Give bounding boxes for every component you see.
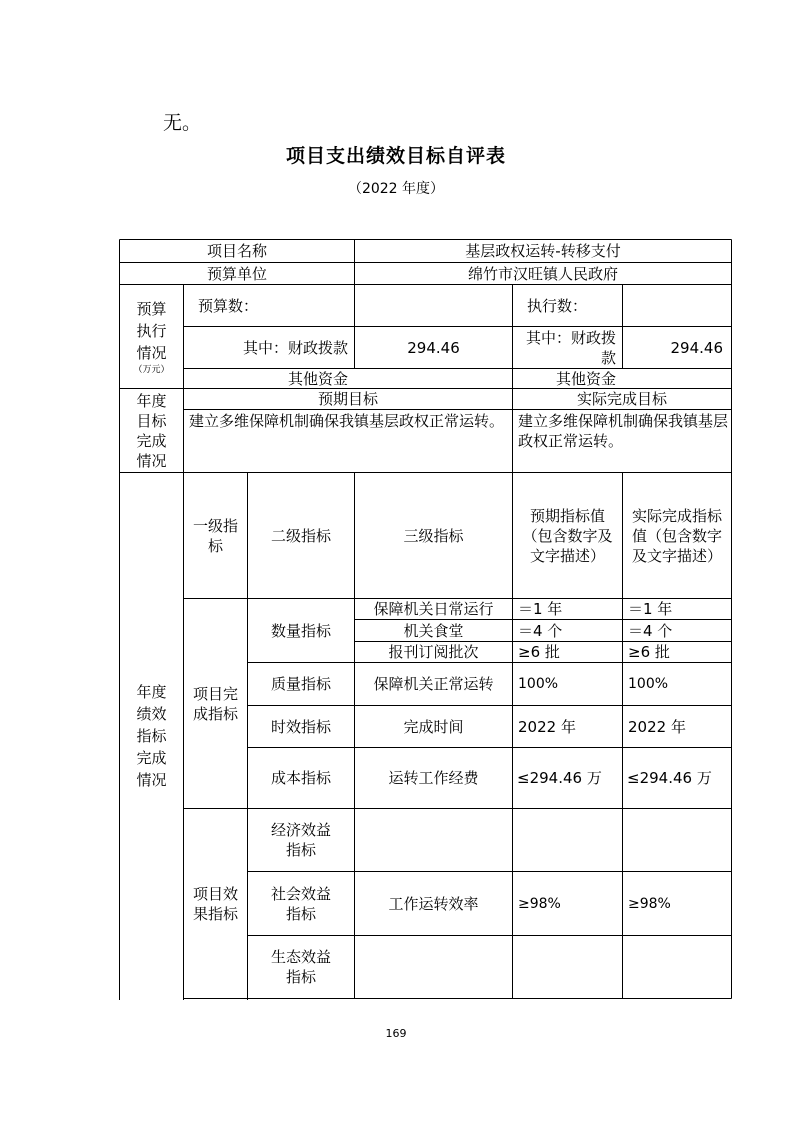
executed-amount-label: 执行数： — [527, 296, 588, 315]
other-funds-label-exec: 其他资金 — [555, 369, 616, 388]
quantity-row-3-actual: ≥6 批 — [628, 643, 670, 661]
quality-actual: 100% — [628, 676, 669, 692]
perf-label-cell — [120, 473, 183, 998]
social-label-cell — [248, 872, 354, 935]
project-name-label: 项目名称 — [206, 242, 267, 260]
level2-header: 二级指标 — [270, 526, 331, 545]
intro-text: 无。 — [163, 112, 202, 134]
timeliness-label: 时效指标 — [270, 717, 331, 736]
page-subtitle: （2022 年度） — [347, 181, 445, 197]
level1-header-cell — [184, 473, 247, 598]
project-name-value: 基层政权运转-转移支付 — [465, 242, 621, 260]
social-actual: ≥98% — [628, 895, 671, 912]
actual-value-header: 实际完成指标值（包含数字及文字描述） — [631, 506, 722, 565]
timeliness-name: 完成时间 — [403, 717, 464, 736]
quantity-label: 数量指标 — [270, 621, 331, 640]
quality-label: 质量指标 — [270, 675, 331, 693]
budget-unit-value: 绵竹市汉旺镇人民政府 — [467, 264, 618, 283]
quantity-row-2-actual: ＝4 个 — [628, 621, 673, 640]
economic-label-cell — [248, 809, 354, 871]
budget-exec-label-cell — [120, 285, 183, 388]
fiscal-label: 其中：财政拨款 — [242, 338, 348, 357]
group1-label-cell — [184, 599, 247, 808]
group1-label: 项目完成指标 — [192, 684, 238, 723]
perf-label: 年度绩效指标完成情况 — [136, 682, 167, 789]
budget-unit-label: 预算单位 — [206, 264, 267, 283]
other-funds-label: 其他资金 — [287, 369, 348, 388]
quantity-row-3-expected: ≥6 批 — [518, 643, 560, 661]
social-label: 社会效益指标 — [270, 884, 331, 923]
cost-actual: ≤294.46 万 — [627, 769, 712, 787]
cost-expected: ≤294.46 万 — [517, 769, 602, 787]
budget-exec-unit: （万元） — [133, 364, 170, 375]
economic-label: 经济效益指标 — [270, 821, 331, 859]
expected-value-header: 预期指标值（包含数字及文字描述） — [522, 506, 613, 565]
ecological-label: 生态效益指标 — [270, 948, 331, 986]
budget-exec-label: 预算执行情况 — [136, 299, 167, 362]
fiscal-label-exec — [513, 327, 622, 368]
quantity-row-2-expected: ＝4 个 — [518, 621, 563, 640]
group2-label: 项目效果指标 — [192, 884, 238, 923]
quantity-row-2-name: 机关食堂 — [403, 621, 464, 640]
quantity-row-1-expected: ＝1 年 — [518, 600, 563, 618]
expected-goal-text: 建立多维保障机制确保我镇基层政权正常运转。 — [189, 412, 505, 430]
social-name: 工作运转效率 — [388, 894, 479, 913]
fiscal-exec-value: 294.46 — [670, 338, 723, 357]
cost-label: 成本指标 — [270, 769, 331, 787]
quantity-row-1-actual: ＝1 年 — [628, 600, 673, 618]
group2-label-cell — [184, 809, 247, 998]
timeliness-actual: 2022 年 — [628, 717, 686, 736]
fiscal-label-exec-text: 其中：财政拨款 — [525, 328, 616, 367]
actual-goal-header: 实际完成目标 — [576, 390, 667, 408]
ecological-label-cell — [248, 936, 354, 998]
level3-header: 三级指标 — [403, 526, 464, 545]
quality-expected: 100% — [518, 676, 559, 692]
level1-header: 一级指标 — [192, 516, 238, 555]
expected-goal-header: 预期目标 — [317, 390, 378, 408]
quantity-row-3-name: 报刊订阅批次 — [388, 643, 479, 661]
timeliness-expected: 2022 年 — [518, 717, 576, 736]
annual-goal-label-cell — [120, 389, 183, 472]
quantity-row-1-name: 保障机关日常运行 — [373, 600, 494, 618]
annual-goal-label: 年度目标完成情况 — [136, 391, 167, 470]
fiscal-budget-value: 294.46 — [407, 338, 460, 357]
cost-name: 运转工作经费 — [388, 769, 479, 787]
budget-amount-label: 预算数： — [198, 296, 259, 315]
social-expected: ≥98% — [518, 895, 561, 912]
quality-name: 保障机关正常运转 — [373, 675, 494, 693]
page-number: 169 — [385, 1027, 407, 1040]
page-title: 项目支出绩效目标自评表 — [285, 145, 506, 167]
actual-goal-text: 建立多维保障机制确保我镇基层政权正常运转。 — [518, 412, 729, 450]
